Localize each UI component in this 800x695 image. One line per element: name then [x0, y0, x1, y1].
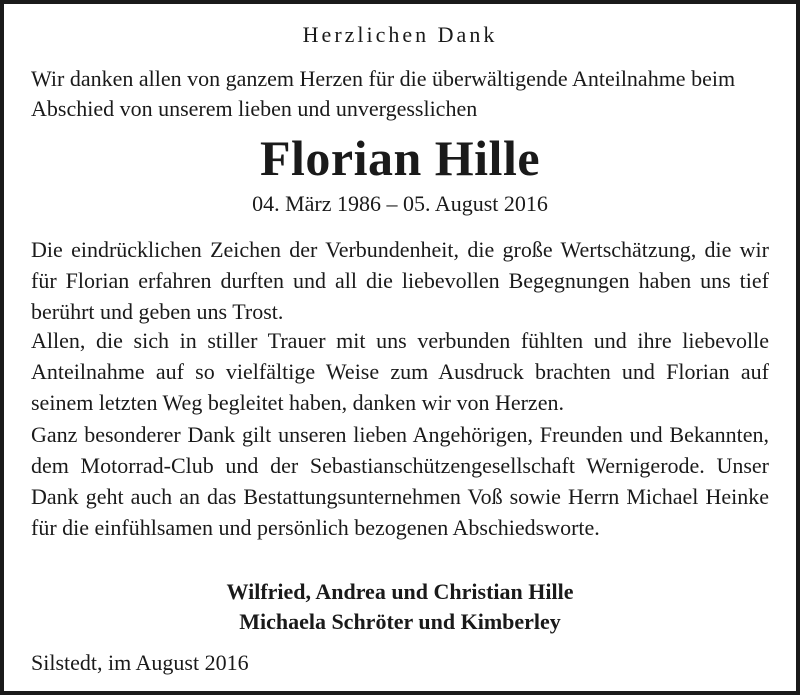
deceased-name: Florian Hille: [259, 130, 541, 186]
paragraph-thanks-all: Allen, die sich in stiller Trauer mit uns verbunden fühlten und ihre liebevolle Anteilnahme auf so vielfältige Weise zum Ausdruck brachten und Florian auf seinem letzten Weg begleitet haben, danken wir von Herzen.: [31, 328, 769, 415]
signers-block: [4, 577, 796, 637]
thank-you-notice: [4, 4, 796, 691]
paragraph-gratitude: Die eindrücklichen Zeichen der Verbundenheit, die große Wertschätzung, die wir für Florian erfahren durften und all die liebevollen Begegnungen haben uns tief berührt und geben uns Trost.: [31, 237, 769, 324]
life-dates: 04. März 1986 – 05. August 2016: [252, 191, 548, 216]
signer-line: Michaela Schröter und Kimberley: [239, 609, 561, 634]
paragraph-special-thanks: Ganz besonderer Dank gilt unseren lieben Angehörigen, Freunden und Bekannten, dem Motorrad-Club und der Sebastianschützengesellschaft Wernigerode. Unser Dank geht auch an das Bestattungsunternehmen Voß sowie Herrn Michael Heinke für die einfühlsamen und persönlich bezogenen Abschiedsworte.: [31, 422, 769, 540]
intro-text: Wir danken allen von ganzem Herzen für die überwältigende Anteilnahme beim Abschied von unserem lieben und unvergesslichen: [31, 66, 736, 121]
signer-line: Wilfried, Andrea und Christian Hille: [226, 579, 574, 604]
place-and-date: Silstedt, im August 2016: [31, 650, 249, 675]
notice-heading: Herzlichen Dank: [302, 22, 498, 47]
